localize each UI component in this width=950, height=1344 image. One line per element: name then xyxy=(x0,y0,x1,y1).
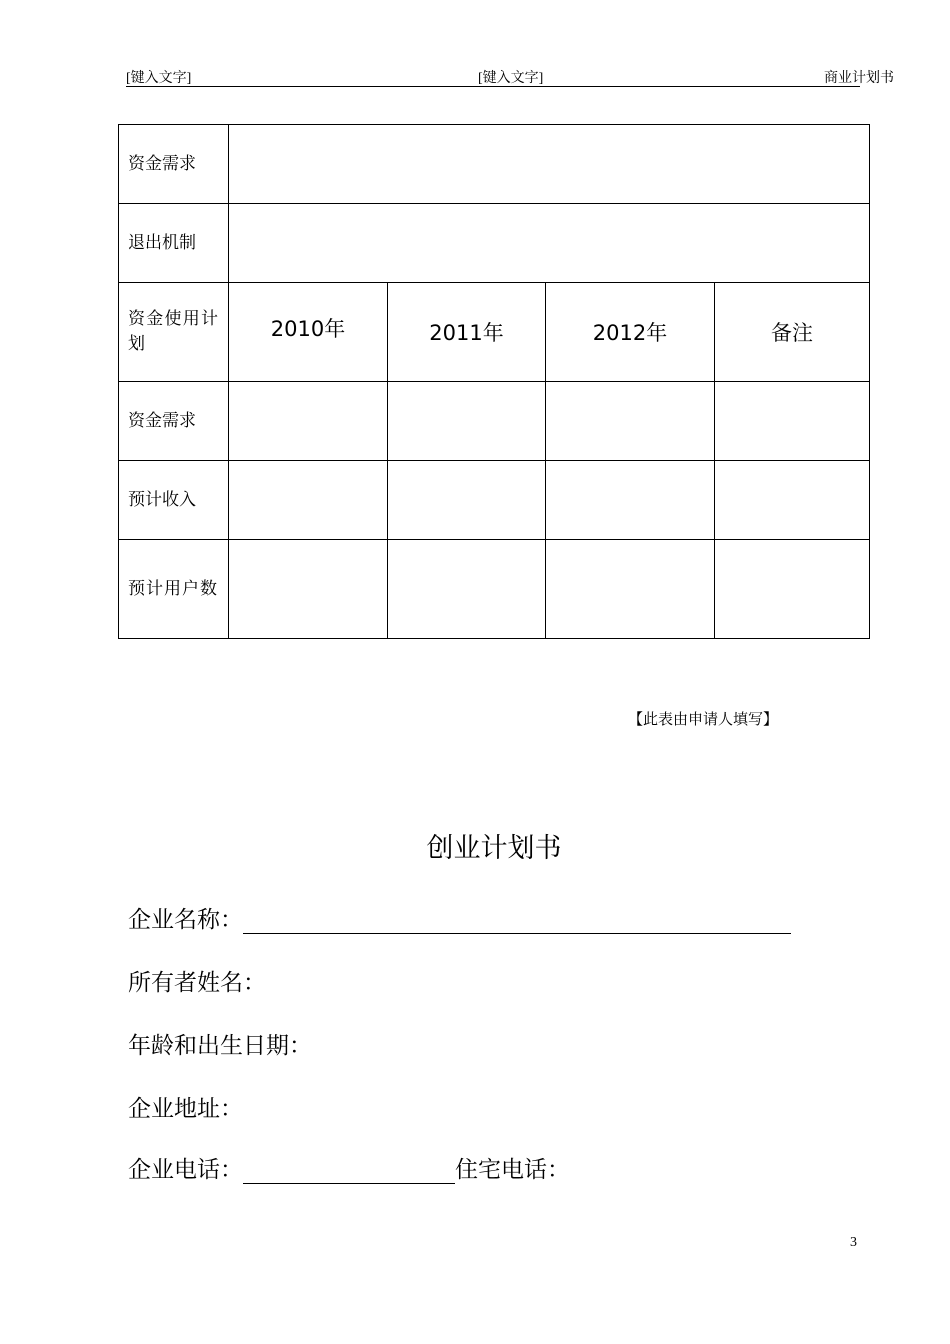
company-name-field xyxy=(128,901,791,934)
company-name-label: 企业名称： xyxy=(128,907,243,933)
table-cell[interactable] xyxy=(546,540,715,639)
page-number: 3 xyxy=(850,1235,857,1250)
company-phone-label: 企业电话： xyxy=(128,1157,243,1183)
row-label: 预计收入 xyxy=(119,461,229,540)
table-row-funding-need xyxy=(119,125,870,204)
company-address-field xyxy=(128,1090,243,1123)
table-cell[interactable] xyxy=(229,540,388,639)
page-header xyxy=(126,66,894,87)
column-header-2012: 2012年 xyxy=(546,283,715,382)
column-header-remarks: 备注 xyxy=(715,283,870,382)
table-row xyxy=(119,540,870,639)
company-phone-line[interactable] xyxy=(243,1155,455,1184)
funding-need-cell[interactable] xyxy=(229,125,870,204)
table-cell[interactable] xyxy=(229,461,388,540)
funding-need-label: 资金需求 xyxy=(119,125,229,204)
header-left-text: [键入文字] xyxy=(126,71,192,86)
home-phone-label: 住宅电话： xyxy=(455,1157,570,1183)
table-cell[interactable] xyxy=(388,382,546,461)
company-address-label: 企业地址： xyxy=(128,1096,243,1122)
company-name-line[interactable] xyxy=(243,905,791,934)
owner-name-label: 所有者姓名： xyxy=(128,970,266,996)
row-label: 预计用户数 xyxy=(119,540,229,639)
table-row xyxy=(119,461,870,540)
exit-mechanism-label: 退出机制 xyxy=(119,204,229,283)
table-header-row xyxy=(119,283,870,382)
column-header-2010: 2010年 xyxy=(229,283,388,382)
table-cell[interactable] xyxy=(229,382,388,461)
header-right-text: 商业计划书 xyxy=(824,71,894,86)
table-cell[interactable] xyxy=(388,540,546,639)
table-cell[interactable] xyxy=(715,382,870,461)
age-birth-field xyxy=(128,1027,312,1060)
exit-mechanism-cell[interactable] xyxy=(229,204,870,283)
owner-name-field xyxy=(128,964,266,997)
header-center-text: [键入文字] xyxy=(478,71,544,86)
phone-field xyxy=(128,1151,570,1184)
table-cell[interactable] xyxy=(388,461,546,540)
column-header-2011: 2011年 xyxy=(388,283,546,382)
usage-plan-label: 资金使用计划 xyxy=(119,283,229,382)
funding-plan-table xyxy=(118,124,870,639)
table-row-exit-mechanism xyxy=(119,204,870,283)
table-row xyxy=(119,382,870,461)
table-cell[interactable] xyxy=(546,461,715,540)
table-cell[interactable] xyxy=(715,461,870,540)
table-cell[interactable] xyxy=(715,540,870,639)
age-birth-label: 年龄和出生日期： xyxy=(128,1033,312,1059)
table-note: 【此表由申请人填写】 xyxy=(628,710,779,728)
row-label: 资金需求 xyxy=(119,382,229,461)
table-cell[interactable] xyxy=(546,382,715,461)
form-title: 创业计划书 xyxy=(426,833,562,864)
